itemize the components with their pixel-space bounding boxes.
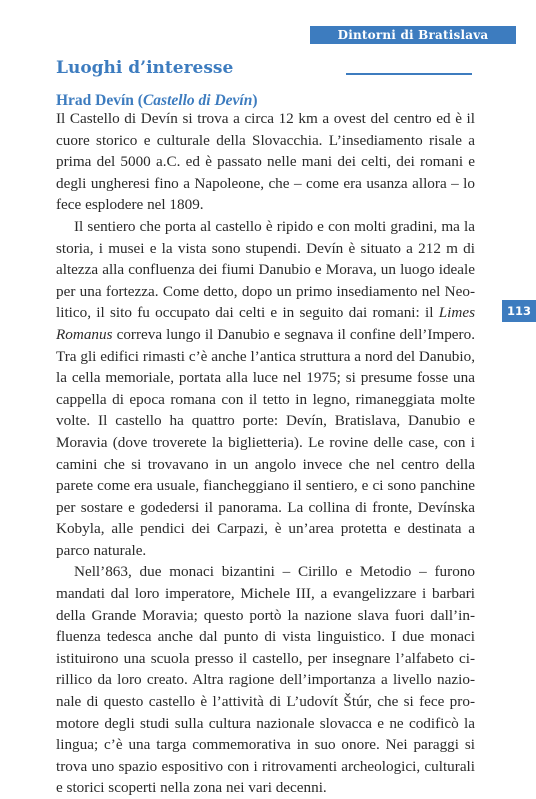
subtitle-close: ): [252, 92, 258, 109]
page-number: 113: [502, 300, 536, 322]
subtitle-main: Hrad Devín (: [56, 92, 143, 109]
chapter-header: Dintorni di Bratislava: [310, 26, 516, 44]
paragraph-2: [56, 216, 475, 562]
paragraph-2-part-1: Il sentiero che porta al castello è ripido e con molti gradini, ma la storia, i musei e la vista sono stupendi. Devín è situato a 212 m di altezza alla confluenza dei fiumi Danubio e Morava, un luogo ideale per una fortezza. Come detto, dopo un primo insediamento nel Neolitico, il sito fu occupato dai celti e in seguito dai romani: il: [56, 217, 475, 322]
paragraph-2-part-2: correva lungo il Danubio e segnava il confine dell’Impero. Tra gli edifici rimasti c’è anche l’antica struttura a nord del Danubio, la cella memoriale, portata alla luce nel 1975; si presume fosse una cappella di epoca romana con il tetto in legno, rimaneggiata molte volte. Il castello ha quattro porte: Devín, Bratislava, Danubio e Moravia (dove troverete la biglietteria). Le rovine delle case, con i camini che si trovavano in un angolo invece che nel centro della parete come era usuale, fiancheggiano il sentiero, e ci sono panchine per sostare e godedersi il panorama. La collina di fronte, Devínska Kobyla, alle pendici dei Carpazi, è un’area protetta e destinata a parco naturale.: [56, 325, 475, 559]
title-rule: [346, 73, 472, 75]
paragraph-3: Nell’863, due monaci bizantini – Cirillo e Metodio – furono mandati dal loro imperatore, Michele III, a evangelizzare i barbari della Grande Moravia; questo portò la nazione slava fuori dall’influenza tedesca anche dal punto di vista linguistico. I due monaci istituirono una scuola presso il castello, per insegnare l’alfabeto cirillico da loro creato. Altra ragione dell’importanza a livello nazionale di questo castello è l’attività di L’udovít Štúr, che si fece promotore degli studi sulla cultura nazionale slovacca e ne codificò la lingua; c’è una targa commemorativa in suo onore. Nei paraggi si trova uno spazio espositivo con i ritrovamenti archeologici, culturali e storici scoperti nella zona nei vari decenni.: [56, 563, 475, 797]
paragraph-1: Il Castello di Devín si trova a circa 12 km a ovest del centro ed è il cuore storico e culturale della Slovacchia. L’insediamento risale a prima del 5000 a.C. ed è passato nelle mani dei celti, dei romani e degli ungheresi fino a Napoleone, che – come era usanza allora – lo fece esplodere nel 1809.: [56, 110, 475, 214]
body-text: [56, 108, 475, 799]
subtitle-italic: Castello di Devín: [142, 92, 253, 109]
section-title: Luoghi d’interesse: [56, 58, 234, 78]
latin-term: Limes Romanus: [56, 304, 475, 343]
